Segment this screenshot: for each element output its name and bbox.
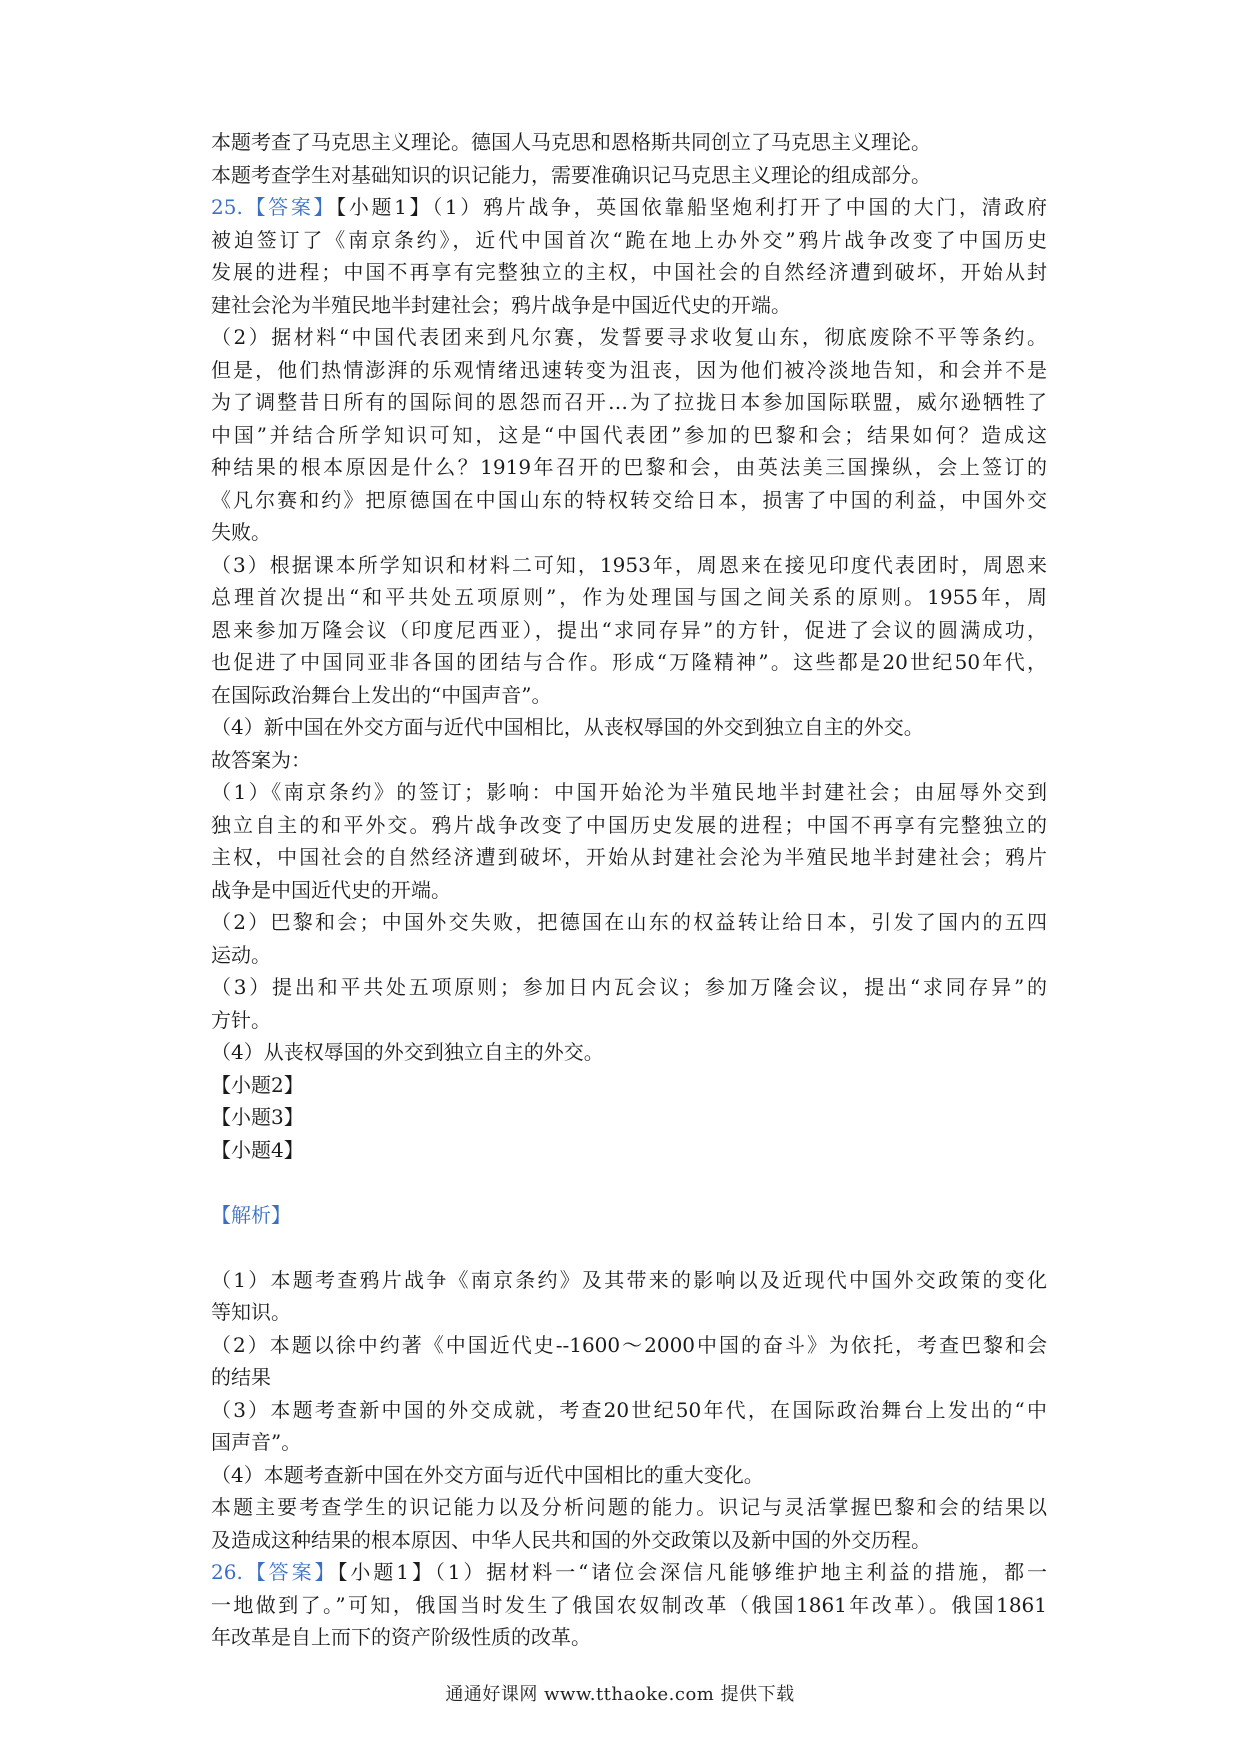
text-line: 方针。 (211, 1007, 271, 1032)
text-line: 运动。 (211, 942, 271, 967)
text-line: 的结果 (211, 1365, 271, 1389)
text-line: 总理首次提出“和平共处五项原则”，作为处理国与国之间关系的原则。1955年，周 (211, 585, 1047, 609)
answer-tag: 【答案】 (242, 1560, 338, 1584)
text-line: （1）本题考查鸦片战争《南京条约》及其带来的影响以及近现代中国外交政策的变化 (211, 1267, 1047, 1292)
text-line: （4）本题考查新中国在外交方面与近代中国相比的重大变化。 (211, 1462, 764, 1487)
page-footer: 通通好课网 www.tthaoke.com 提供下载 (445, 1684, 795, 1705)
text-line: （3）根据课本所学知识和材料二可知，1953年，周恩来在接见印度代表团时，周恩来 (211, 552, 1047, 577)
text-line: 本题考查学生对基础知识的识记能力，需要准确识记马克思主义理论的组成部分。 (211, 162, 931, 187)
sub-question-label: 【小题2】 (211, 1072, 304, 1097)
text-line: 失败。 (211, 520, 271, 544)
text-line: （3）提出和平共处五项原则；参加日内瓦会议；参加万隆会议，提出“求同存异”的 (211, 975, 1047, 999)
text-line: （2）本题以徐中约著《中国近代史--1600～2000中国的奋斗》为依托，考查巴黎和会 (211, 1332, 1047, 1357)
text-line: 本题主要考查学生的识记能力以及分析问题的能力。识记与灵活掌握巴黎和会的结果以 (211, 1495, 1047, 1519)
text-line: 故答案为： (211, 747, 311, 772)
text-line: 但是，他们热情澎湃的乐观情绪迅速转变为沮丧，因为他们被冷淡地告知，和会并不是 (211, 357, 1047, 382)
question-number: 26. (211, 1560, 243, 1584)
text-line: （2）巴黎和会；中国外交失败，把德国在山东的权益转让给日本，引发了国内的五四 (211, 910, 1047, 934)
text-line: 发展的进程；中国不再享有完整独立的主权，中国社会的自然经济遭到破坏，开始从封 (211, 260, 1047, 284)
text-line: 建社会沦为半殖民地半封建社会；鸦片战争是中国近代史的开端。 (211, 292, 791, 317)
question-number: 25. (211, 195, 243, 219)
spacer (211, 1231, 1047, 1264)
text-line: （1）《南京条约》的签订；影响：中国开始沦为半殖民地半封建社会；由屈辱外交到 (211, 780, 1047, 804)
text-line: 一地做到了。”可知，俄国当时发生了俄国农奴制改革（俄国1861年改革）。俄国1861 (211, 1592, 1047, 1617)
text-line: 等知识。 (211, 1300, 291, 1324)
text-line: 在国际政治舞台上发出的“中国声音”。 (211, 682, 552, 707)
text-line: 也促进了中国同亚非各国的团结与合作。形成“万隆精神”。这些都是20世纪50年代， (211, 650, 1047, 674)
text-line: 为了调整昔日所有的国际间的恩怨而召开…为了拉拢日本参加国际联盟，威尔逊牺牲了 (211, 390, 1047, 414)
text-line: （3）本题考查新中国的外交成就，考查20世纪50年代，在国际政治舞台上发出的“中 (211, 1397, 1047, 1422)
text-line: 中国”并结合所学知识可知，这是“中国代表团”参加的巴黎和会；结果如何？造成这 (211, 422, 1047, 447)
text-line: 战争是中国近代史的开端。 (211, 877, 451, 902)
text-line: （2）据材料“中国代表团来到凡尔赛，发誓要寻求收复山东，彻底废除不平等条约。 (211, 325, 1047, 349)
text-line: 独立自主的和平外交。鸦片战争改变了中国历史发展的进程；中国不再享有完整独立的 (211, 812, 1047, 837)
text-span: 【小题1】（1）据材料一“诸位会深信凡能够维护地主利益的措施，都一 (337, 1560, 1047, 1584)
document-body (211, 126, 1047, 1654)
sub-question-label: 【小题4】 (211, 1137, 304, 1162)
spacer (211, 1166, 1047, 1199)
text-line: 种结果的根本原因是什么？1919年召开的巴黎和会，由英法美三国操纵，会上签订的 (211, 455, 1047, 479)
text-line: （4）从丧权辱国的外交到独立自主的外交。 (211, 1040, 604, 1064)
text-line: 恩来参加万隆会议（印度尼西亚），提出“求同存异”的方针，促进了会议的圆满成功， (211, 617, 1047, 642)
text-line: （4）新中国在外交方面与近代中国相比，从丧权辱国的外交到独立自主的外交。 (211, 715, 924, 739)
sub-question-label: 【小题3】 (211, 1105, 304, 1129)
text-line: 及造成这种结果的根本原因、中华人民共和国的外交政策以及新中国的外交历程。 (211, 1527, 931, 1552)
text-line: 主权，中国社会的自然经济遭到破坏，开始从封建社会沦为半殖民地半封建社会；鸦片 (211, 845, 1047, 869)
text-line: 被迫签订了《南京条约》，近代中国首次“跪在地上办外交”鸦片战争改变了中国历史 (211, 227, 1047, 252)
text-line: 国声音”。 (211, 1430, 302, 1454)
text-line: 年改革是自上而下的资产阶级性质的改革。 (211, 1625, 591, 1649)
question-25-answer-line (211, 191, 1047, 224)
answer-tag: 【答案】 (242, 195, 337, 219)
text-line: 《凡尔赛和约》把原德国在中国山东的特权转交给日本，损害了中国的利益，中国外交 (211, 487, 1047, 512)
analysis-heading: 【解析】 (211, 1202, 291, 1227)
text-line: 本题考查了马克思主义理论。德国人马克思和恩格斯共同创立了马克思主义理论。 (211, 130, 931, 154)
question-26-answer-line (211, 1556, 1047, 1589)
text-span: 【小题1】（1）鸦片战争，英国依靠船坚炮利打开了中国的大门，清政府 (336, 195, 1047, 219)
